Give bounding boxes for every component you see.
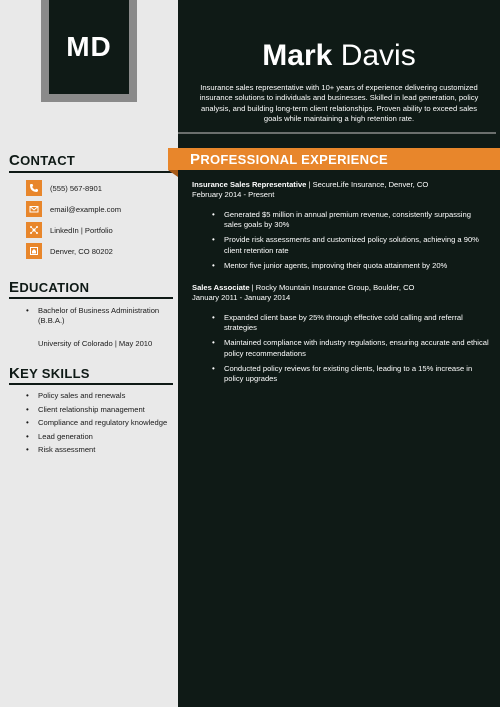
- skill-item: • Client relationship management: [26, 405, 176, 415]
- education-divider: [9, 297, 173, 299]
- job-bullets: [212, 210, 490, 276]
- skill-item: • Lead generation: [26, 432, 176, 442]
- network-icon: [26, 222, 42, 238]
- header-divider: [178, 132, 496, 134]
- skill-item: • Risk assessment: [26, 445, 176, 455]
- school-text: University of Colorado | May 2010: [38, 339, 153, 348]
- job-bullet: • Maintained compliance with industry regulations, ensuring accurate and ethical policy recommendations: [212, 338, 490, 358]
- job-bullets: [212, 313, 490, 389]
- job-bullet: • Generated $5 million in annual premium revenue, consistently surpassing sales goals by 30%: [212, 210, 490, 230]
- skill-item: • Compliance and regulatory knowledge: [26, 418, 176, 428]
- contact-email: [26, 201, 121, 217]
- job-dates: January 2011 - January 2014: [192, 293, 291, 302]
- location-icon: [26, 243, 42, 259]
- contact-divider: [9, 171, 173, 173]
- job-dates: February 2014 - Present: [192, 190, 275, 199]
- job-company: | Rocky Mountain Insurance Group, Boulder, CO: [249, 283, 415, 292]
- experience-heading: PROFESSIONAL EXPERIENCE: [190, 151, 388, 168]
- experience-heading-fold: [168, 170, 178, 177]
- skill-item: • Policy sales and renewals: [26, 391, 176, 401]
- job-title: Insurance Sales Representative: [192, 180, 307, 189]
- contact-heading: CONTACT: [9, 152, 76, 169]
- candidate-name: [178, 38, 500, 74]
- links-text[interactable]: LinkedIn | Portfolio: [50, 225, 113, 235]
- job-bullet: • Expanded client base by 25% through effective cold calling and referral strategies: [212, 313, 490, 333]
- phone-icon: [26, 180, 42, 196]
- phone-text[interactable]: (555) 567-8901: [50, 183, 102, 193]
- summary-text: Insurance sales representative with 10+ years of experience delivering customized insurance solutions to individuals and businesses. Skilled in lead generation, policy analysis, and building long-term client relationships. Proven ability to exceed sales goals while maintaining a high retention rate.: [199, 83, 479, 124]
- degree-item: • Bachelor of Business Administration (B.B.A.): [26, 306, 176, 326]
- location-text: Denver, CO 80202: [50, 246, 113, 256]
- skills-list: [26, 391, 176, 459]
- job-company: | SecureLife Insurance, Denver, CO: [306, 180, 429, 189]
- first-name: Mark: [262, 39, 333, 72]
- email-icon: [26, 201, 42, 217]
- contact-location: [26, 243, 113, 259]
- monogram-badge: [49, 0, 129, 94]
- education-list: [26, 306, 176, 330]
- job-bullet: • Mentor five junior agents, improving their quota attainment by 20%: [212, 261, 490, 271]
- skills-divider: [9, 383, 173, 385]
- job-title: Sales Associate: [192, 283, 250, 292]
- contact-links: [26, 222, 113, 238]
- education-heading: EDUCATION: [9, 279, 90, 296]
- job-header: [192, 180, 428, 200]
- last-name: Davis: [340, 39, 416, 72]
- contact-phone: [26, 180, 102, 196]
- job-bullet: • Conducted policy reviews for existing clients, leading to a 15% increase in policy upgrades: [212, 364, 490, 384]
- sidebar: [0, 0, 178, 707]
- email-text[interactable]: email@example.com: [50, 204, 122, 214]
- job-bullet: • Provide risk assessments and customized policy solutions, achieving a 90% client retention rate: [212, 235, 490, 255]
- job-header: [192, 283, 414, 303]
- monogram-text: MD: [66, 31, 112, 62]
- skills-heading: KEY SKILLS: [9, 365, 90, 382]
